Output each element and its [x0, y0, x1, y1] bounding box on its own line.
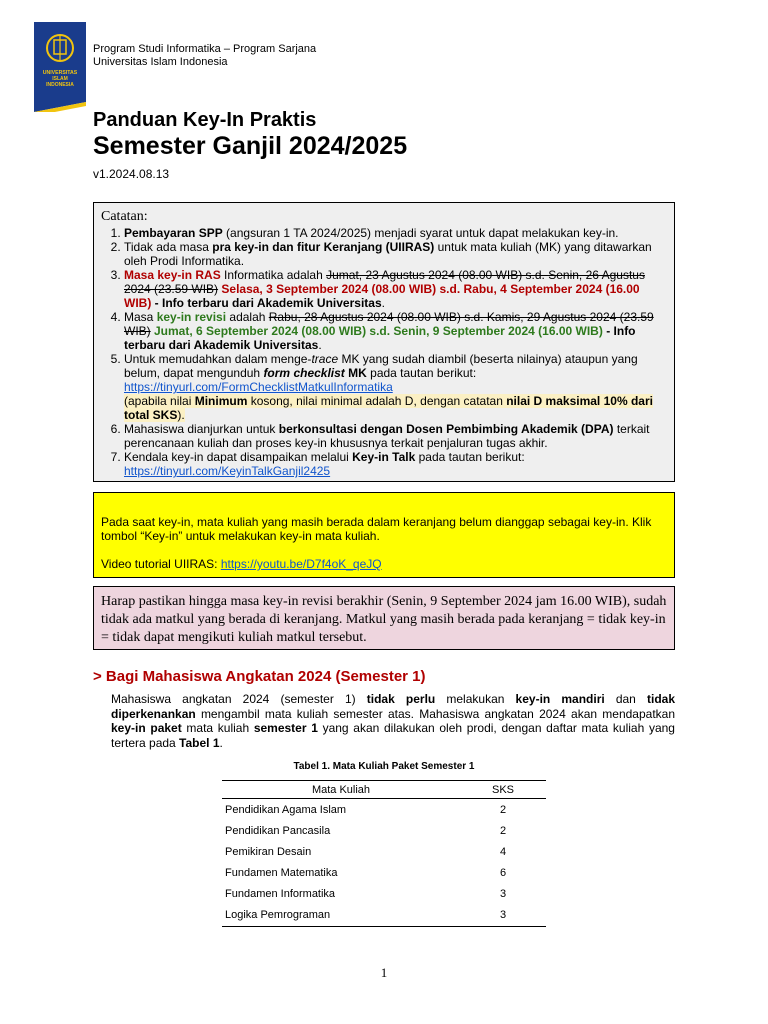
table-row: Fundamen Informatika 3	[225, 887, 507, 900]
svg-text:INDONESIA: INDONESIA	[46, 82, 74, 88]
table-row: Fundamen Matematika 6	[225, 866, 507, 879]
doc-title: Panduan Key-In Praktis	[93, 109, 317, 131]
table-caption: Tabel 1. Mata Kuliah Paket Semester 1	[293, 761, 475, 772]
section-heading: > Bagi Mahasiswa Angkatan 2024 (Semester 1)	[93, 668, 426, 685]
doc-subtitle: Semester Ganjil 2024/2025	[93, 132, 408, 160]
keyin-talk-link[interactable]: https://tinyurl.com/KeyinTalkGanjil2425	[124, 464, 331, 478]
svg-text:UNIVERSITAS: UNIVERSITAS	[42, 70, 78, 76]
university-logo	[34, 22, 86, 112]
form-checklist-link[interactable]: https://tinyurl.com/FormChecklistMatkulInformatika	[124, 380, 393, 394]
keyin-info-box	[93, 492, 675, 578]
notes-list	[101, 226, 666, 478]
warning-box: Harap pastikan hingga masa key-in revisi berakhir (Senin, 9 September 2024 jam 16.00 WIB), sudah tidak ada matkul yang berada di keranjang. Matkul yang masih berada pada keranjang = tidak key-in = tidak dapat mengikuti kuliah matkul tersebut.	[93, 586, 675, 650]
notes-box	[93, 202, 675, 482]
header-org	[93, 43, 316, 69]
video-tutorial-link[interactable]: https://youtu.be/D7f4oK_qeJQ	[220, 557, 382, 571]
table-header-row	[222, 781, 546, 799]
note-item: 6. Mahasiswa dianjurkan untuk berkonsultasi dengan Dosen Pembimbing Akademik (DPA) terkait perencanaan kuliah dan proses key-in khususnya terkait penjaluran tugas akhir.	[124, 422, 666, 450]
logo-emblem-icon	[34, 22, 86, 112]
note-item: 2. Tidak ada masa pra key-in dan fitur Keranjang (UIIRAS) untuk mata kuliah (MK) yang ditawarkan oleh Prodi Informatika.	[124, 240, 666, 268]
keyin-info-text: Pada saat key-in, mata kuliah yang masih berada dalam keranjang belum dianggap sebagai key-in. Klik tombol “Key-in” untuk melakukan key-in mata kuliah.	[101, 515, 652, 543]
table-row: Pemikiran Desain 4	[225, 845, 507, 858]
table-row: Pendidikan Agama Islam 2	[225, 803, 507, 816]
note-item: 7. Kendala key-in dapat disampaikan melalui Key-in Talk pada tautan berikut: https://tinyurl.com/KeyinTalkGanjil2425	[124, 450, 666, 478]
grade-note: (apabila nilai Minimum kosong, nilai minimal adalah D, dengan catatan nilai D maksimal 10% dari total SKS).	[124, 394, 653, 422]
header-line-program: Program Studi Informatika – Program Sarjana	[93, 43, 317, 55]
header-line-university: Universitas Islam Indonesia	[93, 56, 228, 68]
note-item: 5. Untuk memudahkan dalam menge-trace MK yang sudah diambil (beserta nilainya) ataupun yang belum, dapat mengunduh form checklist MK pada tautan berikut: https://tinyurl.com/FormChecklistMatkulInformatika (apabila nilai Minimum kosong, nilai minimal adalah D, dengan catatan nilai D maksimal 10% dari total SKS).	[124, 352, 666, 422]
note-item: 1. Pembayaran SPP (angsuran 1 TA 2024/2025) menjadi syarat untuk dapat melakukan key-in.	[124, 226, 666, 240]
svg-text:ISLAM: ISLAM	[52, 76, 68, 82]
notes-heading: Catatan:	[101, 209, 148, 224]
note-item: 3. Masa key-in RAS Informatika adalah Jumat, 23 Agustus 2024 (08.00 WIB) s.d. Senin, 26 Agustus 2024 (23.59 WIB) Selasa, 3 September 2024 (08.00 WIB) s.d. Rabu, 4 September 2024 (16.00 WIB) - Info terbaru dari Akademik Universitas.	[124, 268, 666, 310]
table-row: Pendidikan Pancasila 2	[225, 824, 507, 837]
col-sks-header: SKS	[460, 781, 546, 799]
course-table	[222, 780, 546, 927]
section-paragraph: Mahasiswa angkatan 2024 (semester 1) tidak perlu melakukan key-in mandiri dan tidak diperkenankan mengambil mata kuliah semester atas. Mahasiswa angkatan 2024 akan mendapatkan key-in paket mata kuliah semester 1 yang akan dilakukan oleh prodi, dengan daftar mata kuliah yang tertera pada Tabel 1.	[111, 692, 675, 750]
note-item: 4. Masa key-in revisi adalah Rabu, 28 Agustus 2024 (08.00 WIB) s.d. Kamis, 29 Agustus 2024 (23.59 WIB) Jumat, 6 September 2024 (08.00 WIB) s.d. Senin, 9 September 2024 (16.00 WIB) - Info terbaru dari Akademik Universitas.	[124, 310, 666, 352]
video-tutorial-line: Video tutorial UIIRAS: https://youtu.be/D7f4oK_qeJQ	[101, 557, 382, 571]
col-course-header: Mata Kuliah	[222, 781, 460, 799]
table-row: Logika Pemrograman 3	[222, 904, 546, 927]
page-number: 1	[380, 965, 388, 980]
doc-version: v1.2024.08.13	[93, 167, 170, 181]
